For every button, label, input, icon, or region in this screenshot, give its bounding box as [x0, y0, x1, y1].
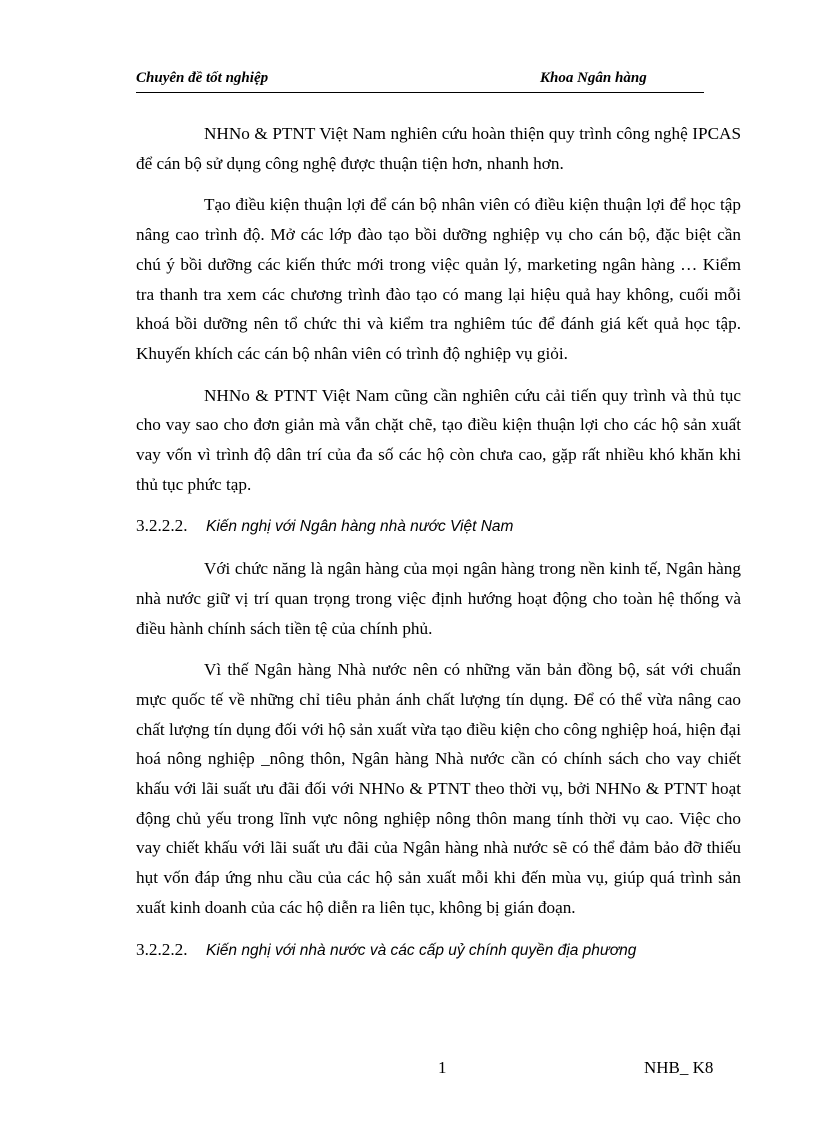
section-heading-government	[136, 935, 741, 966]
paragraph-central-bank-policy: Vì thế Ngân hàng Nhà nước nên có những văn bản đồng bộ, sát với chuẩn mực quốc tế về những chỉ tiêu phản ánh chất lượng tín dụng. Để có thể vừa nâng cao chất lượng tín dụng đối với hộ sản xuất vừa tạo điều kiện cho công nghiệp hoá, hiện đại hoá nông nghiệp _nông thôn, Ngân hàng Nhà nước cần có chính sách cho vay chiết khấu với lãi suất ưu đãi đối với NHNo & PTNT theo thời vụ, bởi NHNo & PTNT hoạt động chủ yếu trong lĩnh vực nông nghiệp nông thôn mang tính thời vụ cao. Việc cho vay chiết khấu với lãi suất ưu đãi của Ngân hàng nhà nước sẽ có thể đảm bảo đỡ thiếu hụt vốn đáp ứng nhu cầu của các hộ sản xuất mỗi khi đến mùa vụ, giúp quá trình sản xuất kinh doanh của các hộ diễn ra liên tục, không bị gián đoạn.	[136, 660, 741, 917]
class-code: NHB_ K8	[644, 1058, 714, 1077]
paragraph-loan-procedure: NHNo & PTNT Việt Nam cũng cần nghiên cứu cải tiến quy trình và thủ tục cho vay sao cho đơn giản mà vẫn chặt chẽ, tạo điều kiện thuận lợi cho các hộ sản xuất vay vốn vì trình độ dân trí của đa số các hộ còn chưa cao, gặp rất nhiều khó khăn khi thủ tục phức tạp.	[136, 385, 741, 494]
page-number: 1	[438, 1058, 447, 1077]
page-header	[136, 68, 704, 93]
section-title: Kiến nghị với Ngân hàng nhà nước Việt Nam	[206, 518, 514, 536]
page-body	[136, 119, 741, 977]
section-heading-state-bank	[136, 511, 741, 542]
page-footer	[136, 1058, 741, 1082]
paragraph-training: Tạo điều kiện thuận lợi để cán bộ nhân viên có điều kiện thuận lợi để học tập nâng cao trình độ. Mở các lớp đào tạo bồi dưỡng nghiệp vụ cho cán bộ, đặc biệt cần chú ý bồi dưỡng các kiến thức mới trong việc quản lý, marketing ngân hàng … Kiểm tra thanh tra xem các chương trình đào tạo có mang lại hiệu quả hay không, cuối mỗi khoá bồi dưỡng nên tổ chức thi và kiểm tra nghiêm túc để đánh giá kết quả học tập. Khuyến khích các cán bộ nhân viên có trình độ nghiệp vụ giỏi.	[136, 195, 741, 363]
paragraph-central-bank-role: Với chức năng là ngân hàng của mọi ngân hàng trong nền kinh tế, Ngân hàng nhà nước giữ vị trí quan trọng trong việc định hướng hoạt động cho toàn hệ thống và điều hành chính sách tiền tệ của chính phủ.	[136, 559, 741, 638]
section-number: 3.2.2.2.	[136, 939, 188, 959]
paragraph-ipcas: NHNo & PTNT Việt Nam nghiên cứu hoàn thiện quy trình công nghệ IPCAS để cán bộ sử dụng công nghệ được thuận tiện hơn, nhanh hơn.	[136, 124, 741, 173]
header-document-type: Chuyên đề tốt nghiệp	[136, 70, 269, 86]
header-faculty: Khoa Ngân hàng	[540, 70, 647, 86]
section-title: Kiến nghị với nhà nước và các cấp uỷ chính quyền địa phương	[206, 941, 637, 959]
section-number: 3.2.2.2.	[136, 516, 188, 536]
